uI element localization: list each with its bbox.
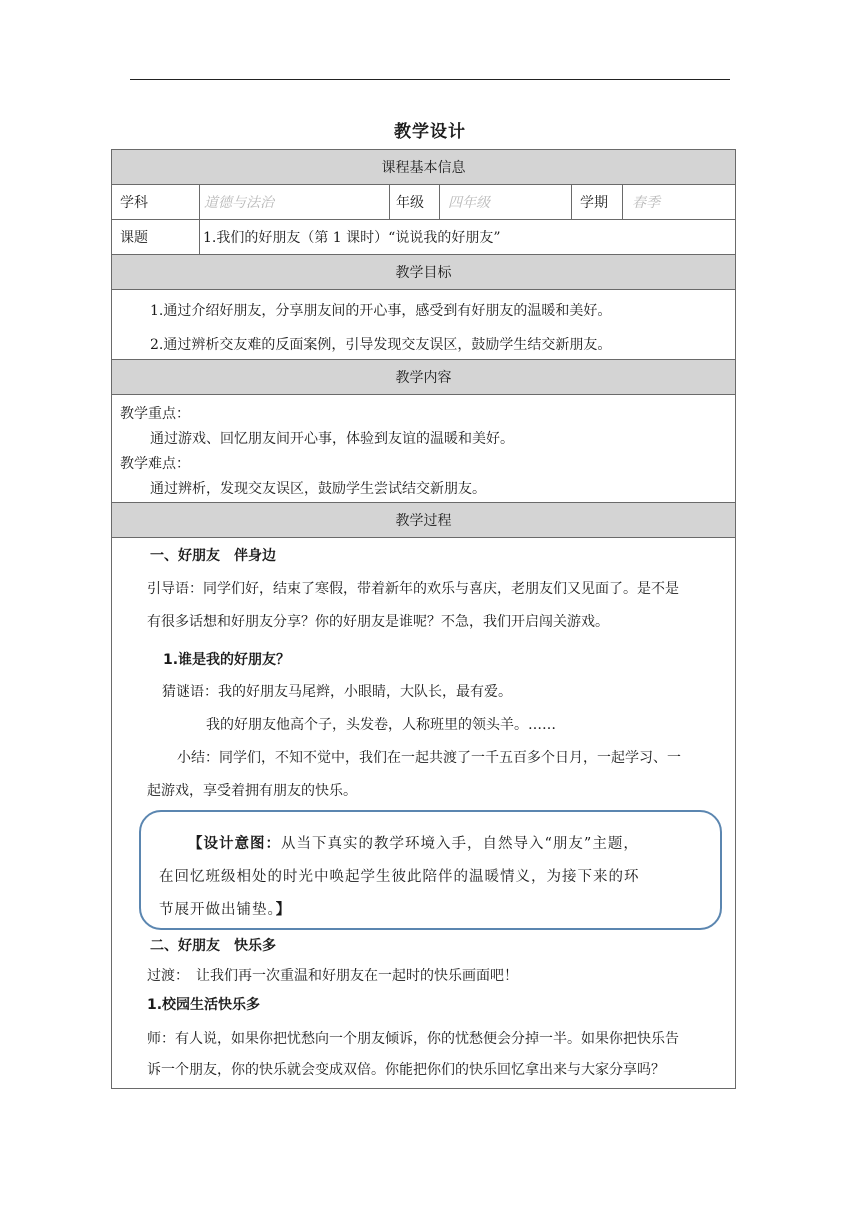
objective-item: 2.通过辨析交友难的反面案例，引导发现交友误区，鼓励学生结交新朋友。 <box>150 337 612 353</box>
summary-line: 小结：同学们，不知不觉中，我们在一起共渡了一千五百多个日月，一起学习、一 <box>177 750 681 766</box>
key-point-label: 教学重点： <box>120 406 190 422</box>
key-point-text: 通过游戏、回忆朋友间开心事，体验到友谊的温暖和美好。 <box>150 431 514 447</box>
design-intent-line: 在回忆班级相处的时光中唤起学生彼此陪伴的温暖情义，为接下来的环 <box>159 869 640 885</box>
objective-item: 1.通过介绍好朋友，分享朋友间的开心事，感受到有好朋友的温暖和美好。 <box>150 303 612 319</box>
topic-label: 课题 <box>120 230 148 246</box>
design-intent-text: 从当下真实的教学环境入手，自然导入“朋友”主题， <box>281 836 639 852</box>
sub2-heading: 1.校园生活快乐多 <box>147 997 261 1013</box>
intro-line: 引导语：同学们好，结束了寒假，带着新年的欢乐与喜庆，老朋友们又见面了。是不是 <box>147 581 679 597</box>
topic-value: 1.我们的好朋友（第 1 课时）“说说我的好朋友” <box>203 230 501 246</box>
header-rule <box>130 79 730 80</box>
design-intent-label: 【设计意图： <box>188 836 281 852</box>
grade-label: 年级 <box>396 195 424 211</box>
grade-value: 四年级 <box>448 195 490 211</box>
term-value: 春季 <box>632 195 660 211</box>
riddle-line: 猜谜语：我的好朋友马尾辫，小眼睛，大队长，最有爱。 <box>162 684 512 700</box>
column-divider <box>439 185 440 219</box>
teacher-line: 师：有人说，如果你把忧愁向一个朋友倾诉，你的忧愁便会分掉一半。如果你把快乐告 <box>147 1031 679 1047</box>
part1-heading: 一、好朋友 伴身边 <box>150 548 276 564</box>
summary-line: 起游戏，享受着拥有朋友的快乐。 <box>147 783 357 799</box>
difficulty-label: 教学难点： <box>120 456 190 472</box>
subject-value: 道德与法治 <box>204 195 274 211</box>
column-divider <box>389 185 390 219</box>
riddle-line: 我的好朋友他高个子，头发卷，人称班里的领头羊。…… <box>206 717 556 733</box>
basic-info-header: 课程基本信息 <box>112 150 735 185</box>
column-divider <box>571 185 572 219</box>
subject-label: 学科 <box>120 195 148 211</box>
part2-heading: 二、好朋友 快乐多 <box>150 938 276 954</box>
lesson-plan-table <box>111 149 736 1089</box>
difficulty-text: 通过辨析，发现交友误区，鼓励学生尝试结交新朋友。 <box>150 481 486 497</box>
teacher-line: 诉一个朋友，你的快乐就会变成双倍。你能把你们的快乐回忆拿出来与大家分享吗？ <box>147 1062 665 1078</box>
content-header: 教学内容 <box>112 360 735 395</box>
document-title: 教学设计 <box>394 122 466 142</box>
sub1-heading: 1.谁是我的好朋友？ <box>163 652 291 668</box>
term-label: 学期 <box>580 195 608 211</box>
design-intent-close: 】 <box>275 902 292 918</box>
column-divider <box>622 185 623 219</box>
design-intent-line <box>188 832 639 853</box>
design-intent-text: 节展开做出铺垫。 <box>159 902 276 918</box>
intro-line: 有很多话想和好朋友分享？你的好朋友是谁呢？不急，我们开启闯关游戏。 <box>147 614 609 630</box>
design-intent-line <box>159 898 291 919</box>
objectives-header: 教学目标 <box>112 255 735 290</box>
transition-line: 过渡： 让我们再一次重温和好朋友在一起时的快乐画面吧！ <box>147 968 518 984</box>
process-header: 教学过程 <box>112 503 735 538</box>
design-intent-callout <box>139 810 722 930</box>
